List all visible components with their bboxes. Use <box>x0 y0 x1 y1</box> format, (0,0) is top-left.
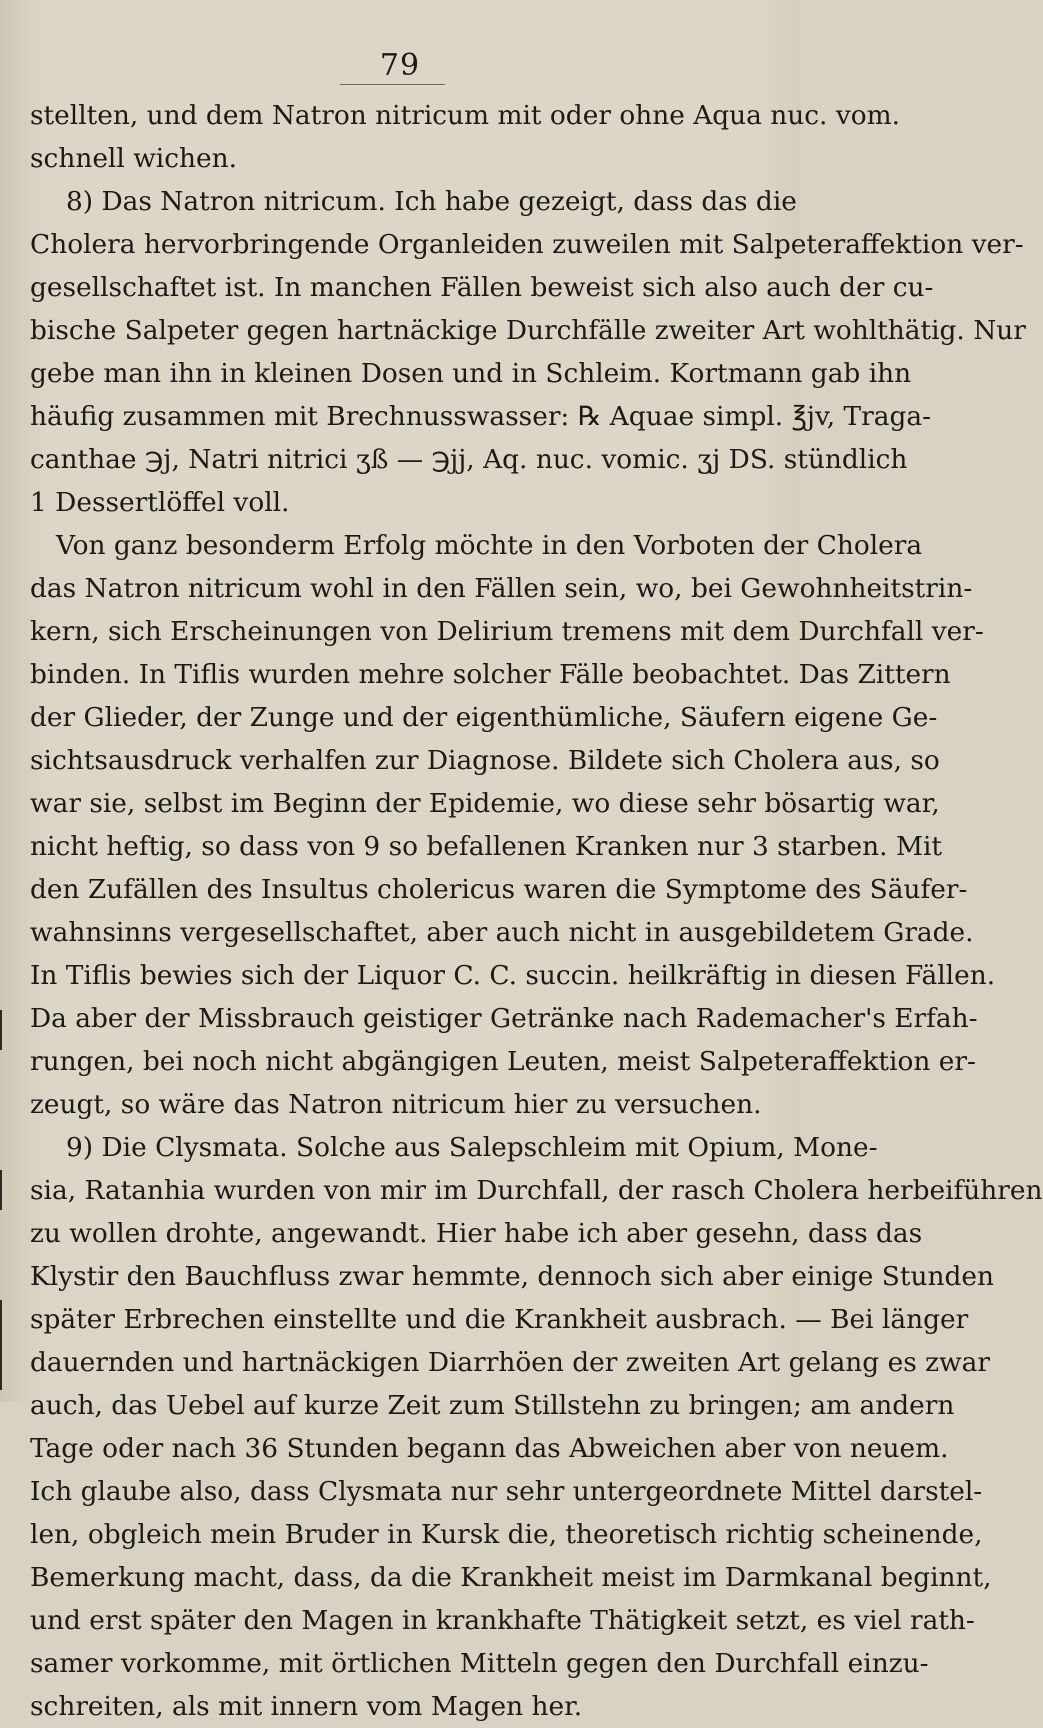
text-line: rungen, bei noch nicht abgängigen Leuten, meist Salpeteraffektion er- <box>30 1046 976 1077</box>
text-line: auch, das Uebel auf kurze Zeit zum Stillstehn zu bringen; am andern <box>30 1390 955 1421</box>
text-line: Von ganz besonderm Erfolg möchte in den Vorboten der Cholera <box>56 530 923 561</box>
text-line: sichtsausdruck verhalfen zur Diagnose. Bildete sich Cholera aus, so <box>30 745 940 776</box>
text-line: das Natron nitricum wohl in den Fällen sein, wo, bei Gewohnheitstrin- <box>30 573 973 604</box>
text-line: war sie, selbst im Beginn der Epidemie, wo diese sehr bösartig war, <box>30 788 940 819</box>
text-line: häufig zusammen mit Brechnusswasser: ℞ Aquae simpl. ℥jv, Traga- <box>30 401 932 432</box>
text-line: bische Salpeter gegen hartnäckige Durchfälle zweiter Art wohlthätig. Nur <box>30 315 1026 346</box>
text-line: schreiten, als mit innern vom Magen her. <box>30 1691 583 1722</box>
text-line: den Zufällen des Insultus cholericus waren die Symptome des Säufer- <box>30 874 968 905</box>
text-line: In Tiflis bewies sich der Liquor C. C. succin. heilkräftig in diesen Fällen. <box>30 960 996 991</box>
text-line: nicht heftig, so dass von 9 so befallenen Kranken nur 3 starben. Mit <box>30 831 943 862</box>
text-line: sia, Ratanhia wurden von mir im Durchfall, der rasch Cholera herbeiführen <box>30 1175 1043 1206</box>
text-line: und erst später den Magen in krankhafte Thätigkeit setzt, es viel rath- <box>30 1605 975 1636</box>
text-line: zu wollen drohte, angewandt. Hier habe ich aber gesehn, dass das <box>30 1218 923 1249</box>
text-line: Ich glaube also, dass Clysmata nur sehr untergeordnete Mittel darstel- <box>30 1476 983 1507</box>
page-edge-mark <box>0 1300 2 1390</box>
text-line: samer vorkomme, mit örtlichen Mitteln gegen den Durchfall einzu- <box>30 1648 929 1679</box>
text-line: schnell wichen. <box>30 143 238 174</box>
text-line: len, obgleich mein Bruder in Kursk die, theoretisch richtig scheinende, <box>30 1519 983 1550</box>
text-line: Klystir den Bauchfluss zwar hemmte, dennoch sich aber einige Stunden <box>30 1261 994 1292</box>
text-line: 1 Dessertlöffel voll. <box>30 487 290 518</box>
text-line: binden. In Tiflis wurden mehre solcher Fälle beobachtet. Das Zittern <box>30 659 951 690</box>
page-number: 79 <box>379 48 421 83</box>
prescription-line: canthae ℈j, Natri nitrici ʒß — ℈jj, Aq. nuc. vomic. ʒj DS. stündlich <box>30 444 908 475</box>
text-line: stellten, und dem Natron nitricum mit oder ohne Aqua nuc. vom. <box>30 100 901 131</box>
text-line: zeugt, so wäre das Natron nitricum hier zu versuchen. <box>30 1089 762 1120</box>
text-line: kern, sich Erscheinungen von Delirium tremens mit dem Durchfall ver- <box>30 616 984 647</box>
text-line: später Erbrechen einstellte und die Krankheit ausbrach. — Bei länger <box>30 1304 969 1335</box>
section-heading-9: 9) Die Clysmata. Solche aus Salepschleim mit Opium, Mone- <box>66 1132 878 1163</box>
text-line: gebe man ihn in kleinen Dosen und in Schleim. Kortmann gab ihn <box>30 358 912 389</box>
page-edge-mark <box>0 1010 2 1050</box>
section-heading-8: 8) Das Natron nitricum. Ich habe gezeigt, dass das die <box>66 186 797 217</box>
text-line: Tage oder nach 36 Stunden begann das Abweichen aber von neuem. <box>30 1433 949 1464</box>
page-edge-mark <box>0 1170 2 1210</box>
text-line: Cholera hervorbringende Organleiden zuweilen mit Salpeteraffektion ver- <box>30 229 1024 260</box>
text-line: Bemerkung macht, dass, da die Krankheit meist im Darmkanal beginnt, <box>30 1562 992 1593</box>
text-line: Da aber der Missbrauch geistiger Getränke nach Rademacher's Erfah- <box>30 1003 978 1034</box>
header-rule <box>340 84 445 85</box>
text-line: wahnsinns vergesellschaftet, aber auch nicht in ausgebildetem Grade. <box>30 917 974 948</box>
body-text <box>30 94 1043 1728</box>
text-line: der Glieder, der Zunge und der eigenthümliche, Säufern eigene Ge- <box>30 702 938 733</box>
text-line: gesellschaftet ist. In manchen Fällen beweist sich also auch der cu- <box>30 272 934 303</box>
text-line: dauernden und hartnäckigen Diarrhöen der zweiten Art gelang es zwar <box>30 1347 990 1378</box>
